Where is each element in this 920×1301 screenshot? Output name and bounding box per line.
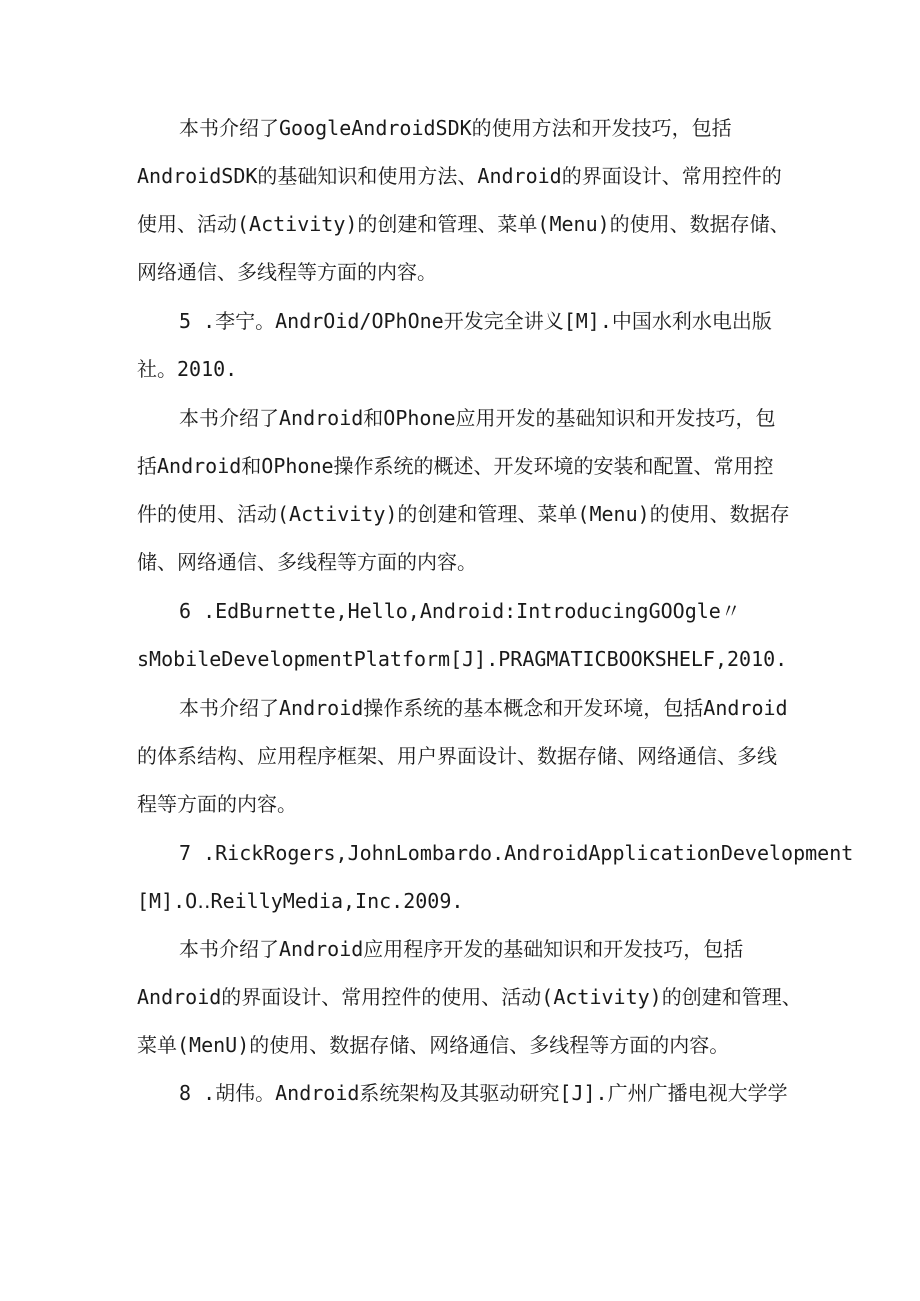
text-line-15: 程等方面的内容。 bbox=[137, 792, 297, 816]
text-line-1: 本书介绍了GoogleAndroidSDK的使用方法和开发技巧，包括 bbox=[179, 116, 732, 140]
reference-7-line-2: [M].O‥ReillyMedia,Inc.2009. bbox=[137, 889, 464, 913]
reference-7-line-1: 7 .RickRogers,JohnLombardo.AndroidApplicationDevelopment bbox=[179, 841, 854, 865]
reference-6-line-2: sMobileDevelopmentPlatform[J].PRAGMATICBOOKSHELF,2010. bbox=[137, 647, 788, 671]
reference-5-line-2: 社。2010. bbox=[137, 357, 238, 381]
text-line-10: 储、网络通信、多线程等方面的内容。 bbox=[137, 550, 477, 574]
text-line-20: 菜单(MenU)的使用、数据存储、网络通信、多线程等方面的内容。 bbox=[137, 1033, 730, 1057]
text-line-4: 网络通信、多线程等方面的内容。 bbox=[137, 260, 437, 284]
text-line-13: 本书介绍了Android操作系统的基本概念和开发环境，包括Android bbox=[179, 696, 788, 720]
text-line-8: 括Android和OPhone操作系统的概述、开发环境的安装和配置、常用控 bbox=[137, 454, 774, 478]
text-line-14: 的体系结构、应用程序框架、用户界面设计、数据存储、网络通信、多线 bbox=[137, 744, 777, 768]
text-line-18: 本书介绍了Android应用程序开发的基础知识和开发技巧，包括 bbox=[179, 937, 744, 961]
text-line-7: 本书介绍了Android和OPhone应用开发的基础知识和开发技巧，包 bbox=[179, 406, 776, 430]
reference-5-line-1: 5 .李宁。AndrOid/OPhOne开发完全讲义[M].中国水利水电出版 bbox=[179, 309, 772, 333]
text-line-19: Android的界面设计、常用控件的使用、活动(Activity)的创建和管理、 bbox=[137, 985, 802, 1009]
reference-8-line-1: 8 .胡伟。Android系统架构及其驱动研究[J].广州广播电视大学学 bbox=[179, 1081, 788, 1105]
text-line-3: 使用、活动(Activity)的创建和管理、菜单(Menu)的使用、数据存储、 bbox=[137, 212, 790, 236]
text-line-9: 件的使用、活动(Activity)的创建和管理、菜单(Menu)的使用、数据存 bbox=[137, 502, 790, 526]
text-line-2: AndroidSDK的基础知识和使用方法、Android的界面设计、常用控件的 bbox=[137, 164, 782, 188]
reference-6-line-1: 6 .EdBurnette,Hello,Android:IntroducingGOOgle〃 bbox=[179, 599, 741, 623]
